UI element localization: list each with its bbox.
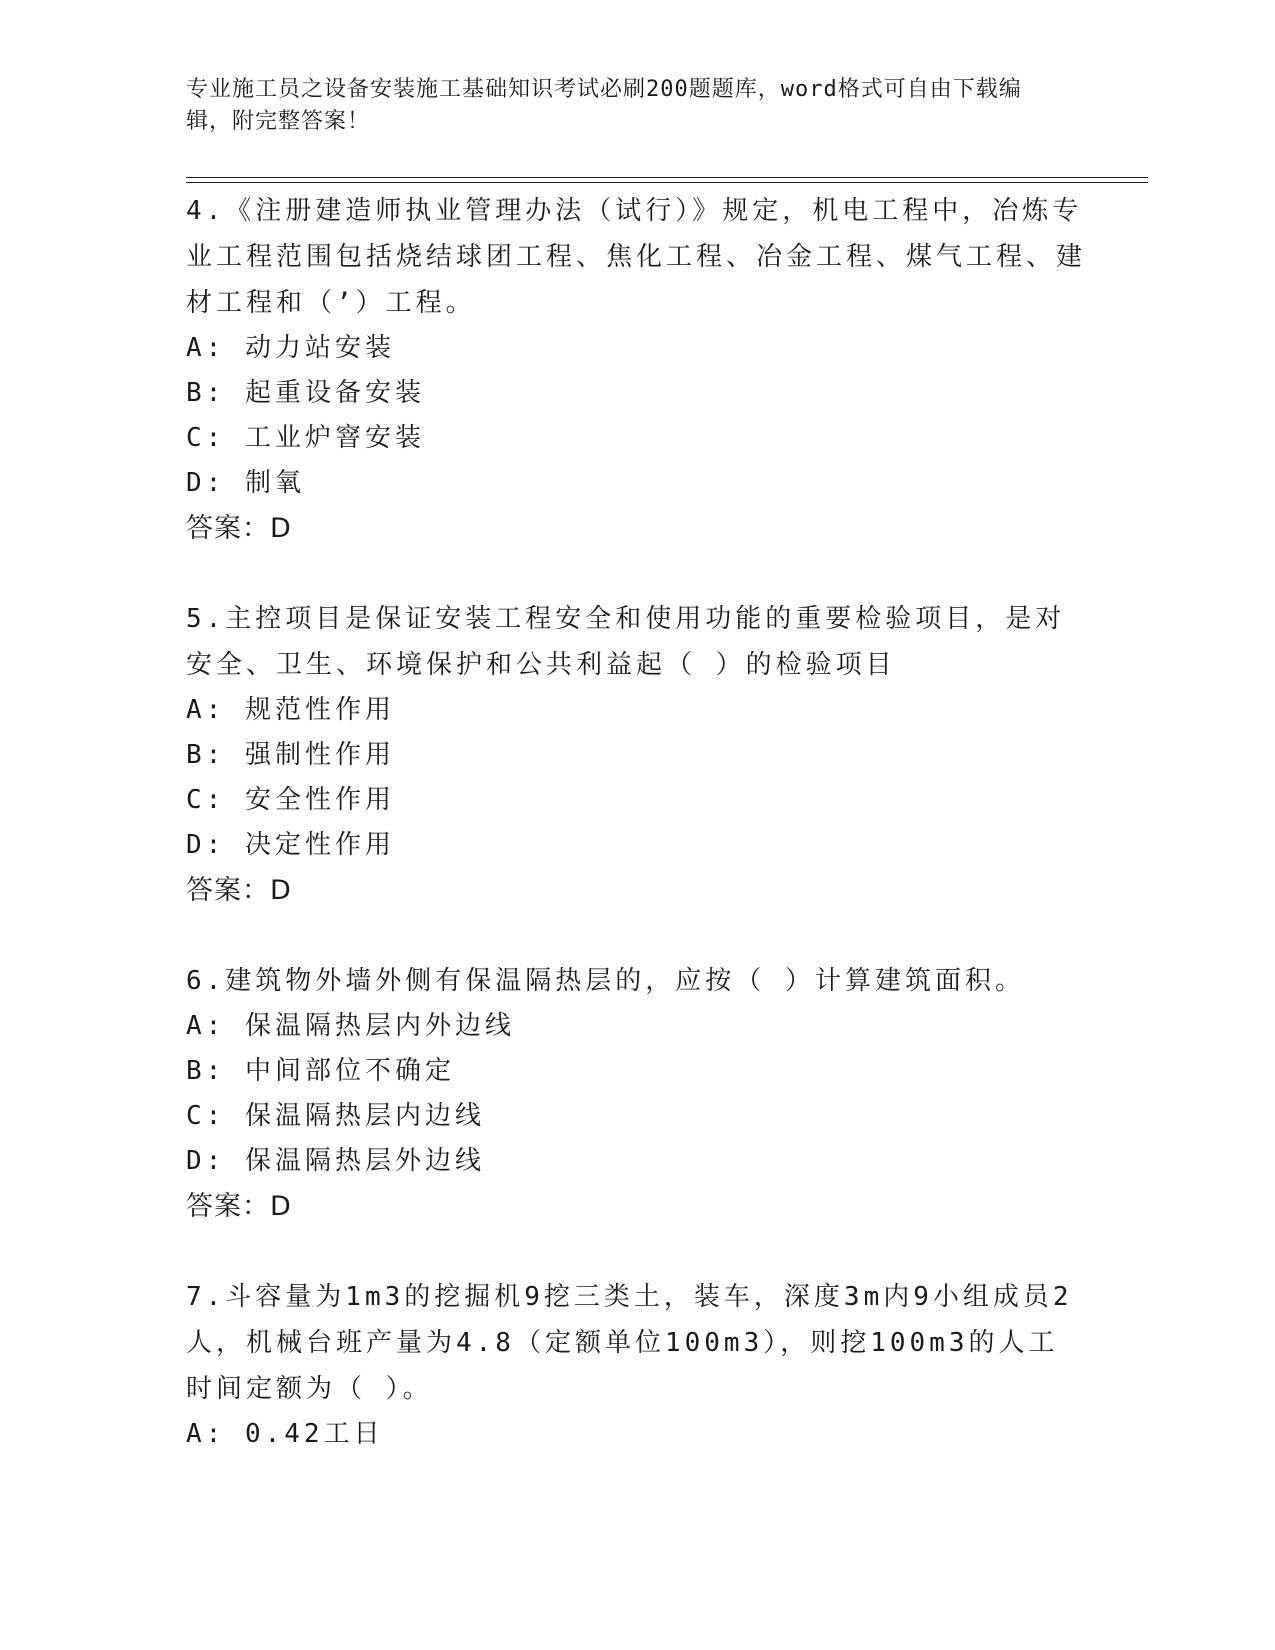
option-c: C: 安全性作用 (186, 785, 395, 815)
document-header: 专业施工员之设备安装施工基础知识考试必刷200题题库，word格式可自由下载编辑，附完整答案！ (186, 77, 1022, 134)
question-item (186, 188, 1086, 552)
answer-line: 答案：D (186, 1191, 292, 1222)
option-b: B: 起重设备安装 (186, 378, 425, 408)
question-item (186, 1274, 1086, 1457)
question-item (186, 596, 1086, 914)
option-c: C: 工业炉窨安装 (186, 423, 425, 453)
option-a: A: 动力站安装 (186, 333, 395, 363)
option-a: A: 保温隔热层内外边线 (186, 1011, 515, 1041)
header-divider-bottom (186, 182, 1148, 183)
answer-line: 答案：D (186, 513, 292, 544)
question-stem: 7.斗容量为1m3的挖掘机9挖三类土，装车，深度3m内9小组成员2人，机械台班产量为4.8（定额单位100m3），则挖100m3的人工时间定额为（ ）。 (186, 1282, 1073, 1404)
option-c: C: 保温隔热层内边线 (186, 1101, 485, 1131)
question-list (186, 188, 1086, 1501)
question-item (186, 958, 1086, 1230)
option-a: A: 规范性作用 (186, 695, 395, 725)
option-b: B: 中间部位不确定 (186, 1056, 455, 1086)
question-stem: 5.主控项目是保证安装工程安全和使用功能的重要检验项目，是对安全、卫生、环境保护和公共利益起（ ）的检验项目 (186, 604, 1066, 680)
option-d: D: 保温隔热层外边线 (186, 1146, 485, 1176)
option-d: D: 制氧 (186, 468, 305, 498)
header-divider-top (186, 177, 1148, 178)
option-b: B: 强制性作用 (186, 740, 395, 770)
option-a: A: 0.42工日 (186, 1419, 384, 1449)
option-d: D: 决定性作用 (186, 830, 395, 860)
question-stem: 4.《注册建造师执业管理办法（试行）》规定，机电工程中，冶炼专业工程范围包括烧结球团工程、焦化工程、冶金工程、煤气工程、建材工程和（’）工程。 (186, 196, 1087, 318)
answer-line: 答案：D (186, 875, 292, 906)
question-stem: 6.建筑物外墙外侧有保温隔热层的，应按（ ）计算建筑面积。 (186, 966, 1025, 996)
